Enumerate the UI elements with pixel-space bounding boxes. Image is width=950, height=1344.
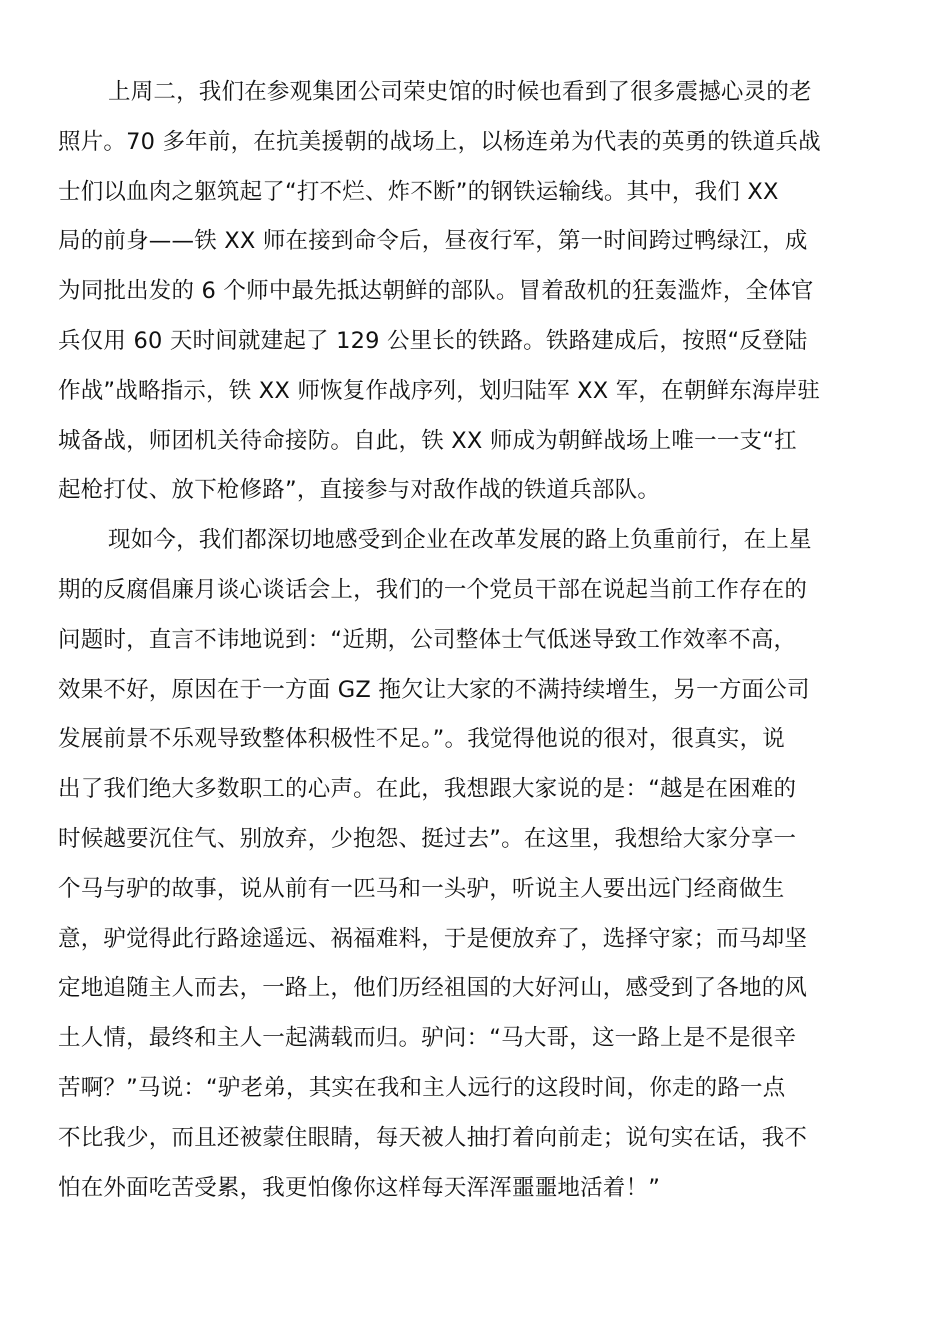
- paragraph-1: [58, 68, 890, 516]
- paragraph-1-line-7: 作战”战略指示，铁 XX 师恢复作战序列，划归陆军 XX 军，在朝鲜东海岸驻: [58, 377, 821, 404]
- paragraph-1-line-4: 局的前身——铁 XX 师在接到命令后，昼夜行军，第一时间跨过鸭绿江，成: [58, 228, 808, 255]
- paragraph-2-line-3: 问题时，直言不讳地说到：“近期，公司整体士气低迷导致工作效率不高，: [58, 626, 797, 653]
- paragraph-2-line-5: 发展前景不乐观导致整体积极性不足。”。我觉得他说的很对，很真实，说: [58, 726, 786, 753]
- paragraph-2-line-11: 土人情，最终和主人一起满载而归。驴问：“马大哥，这一路上是不是很辛: [58, 1025, 797, 1052]
- paragraph-2-line-6: 出了我们绝大多数职工的心声。在此，我想跟大家说的是：“越是在困难的: [58, 776, 797, 803]
- paragraph-2-line-10: 定地追随主人而去，一路上，他们历经祖国的大好河山，感受到了各地的风: [58, 975, 808, 1002]
- paragraph-2-line-13: 不比我少，而且还被蒙住眼睛，每天被人抽打着向前走；说句实在话，我不: [58, 1124, 808, 1151]
- paragraph-1-line-6: 兵仅用 60 天时间就建起了 129 公里长的铁路。铁路建成后，按照“反登陆: [58, 327, 808, 354]
- paragraph-2-line-8: 个马与驴的故事，说从前有一匹马和一头驴，听说主人要出远门经商做生: [58, 875, 785, 902]
- paragraph-2-line-9: 意，驴觉得此行路途遥远、祸福难料，于是便放弃了，选择守家；而马却坚: [58, 925, 808, 952]
- paragraph-2-line-4: 效果不好，原因在于一方面 GZ 拖欠让大家的不满持续增生，另一方面公司: [58, 676, 810, 703]
- paragraph-1-line-5: 为同批出发的 6 个师中最先抵达朝鲜的部队。冒着敌机的狂轰滥炸，全体官: [58, 278, 814, 305]
- paragraph-1-line-1: 上周二，我们在参观集团公司荣史馆的时候也看到了很多震撼心灵的老: [108, 79, 812, 105]
- paragraph-1-line-2: 照片。70 多年前，在抗美援朝的战场上，以杨连弟为代表的英勇的铁道兵战: [58, 128, 821, 155]
- paragraph-2-line-12: 苦啊？”马说：“驴老弟，其实在我和主人远行的这段时间，你走的路一点: [58, 1074, 786, 1101]
- paragraph-1-line-3: 士们以血肉之躯筑起了“打不烂、炸不断”的钢铁运输线。其中，我们 XX: [58, 178, 779, 205]
- paragraph-2-line-14: 怕在外面吃苦受累，我更怕像你这样每天浑浑噩噩地活着！”: [58, 1174, 661, 1201]
- paragraph-2-line-2: 期的反腐倡廉月谈心谈话会上，我们的一个党员干部在说起当前工作存在的: [58, 576, 808, 603]
- document-page: [58, 68, 890, 1213]
- paragraph-2-line-7: 时候越要沉住气、别放弃，少抱怨、挺过去”。在这里，我想给大家分享一: [58, 825, 797, 852]
- paragraph-2-line-1: 现如今，我们都深切地感受到企业在改革发展的路上负重前行，在上星: [108, 527, 812, 554]
- paragraph-2: [58, 516, 890, 1213]
- paragraph-1-line-9: 起枪打仗、放下枪修路”，直接参与对敌作战的铁道兵部队。: [58, 477, 661, 504]
- paragraph-1-line-8: 城备战，师团机关待命接防。自此，铁 XX 师成为朝鲜战场上唯一一支“扛: [58, 427, 797, 454]
